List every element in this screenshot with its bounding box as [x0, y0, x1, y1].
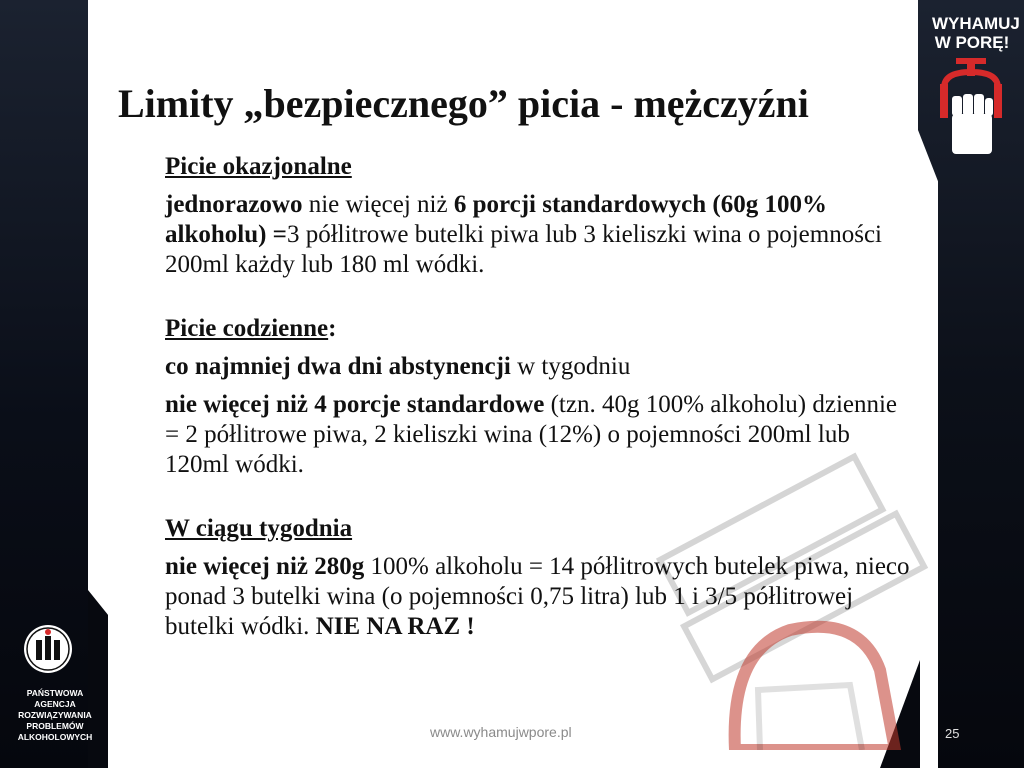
right-band-notch: [880, 660, 920, 768]
daily-line-2-bold: nie więcej niż 4 porcje standardowe: [165, 391, 545, 418]
agency-line: PAŃSTWOWA: [26, 688, 84, 698]
footer-website-url: www.wyhamujwpore.pl: [430, 724, 572, 740]
weekly-bold-2: NIE NA RAZ !: [315, 613, 475, 640]
weekly-bold-1: nie więcej niż 280g: [165, 553, 365, 580]
section-daily-heading: [165, 314, 915, 344]
agency-line: ROZWIĄZYWANIA: [18, 710, 92, 720]
section-weekly-heading: W ciągu tygodnia: [165, 515, 353, 542]
agency-emblem-icon: [22, 618, 74, 680]
weekly-text-1: 100% alkoholu = 14 półlitrowych butelek piwa, nieco ponad 3 butelki wina (o pojemności 0,75 litra) lub 1 i 3/5 półlitrowej butelki wódki.: [165, 553, 910, 640]
section-weekly-body: [165, 552, 915, 642]
occasional-bold-2: 6 porcji standardowych (60g 100% alkoholu) =: [165, 191, 827, 248]
slide-content: [165, 152, 915, 642]
daily-line-1: [165, 352, 915, 382]
section-occasional-body: [165, 190, 915, 280]
right-band-slant: [918, 130, 938, 770]
agency-line: ALKOHOLOWYCH: [17, 732, 93, 742]
daily-heading-text: Picie codzienne: [165, 315, 329, 342]
brand-line-1: WYHAMUJ: [932, 14, 1020, 33]
brake-hand-icon: [930, 10, 1020, 160]
agency-name: [0, 688, 110, 743]
section-occasional-heading: Picie okazjonalne: [165, 153, 352, 180]
agency-line: AGENCJA: [34, 699, 76, 709]
occasional-text-1: nie więcej niż: [302, 191, 454, 218]
daily-line-1-text: w tygodniu: [510, 353, 631, 380]
occasional-text-2: 3 półlitrowe butelki piwa lub 3 kieliszki wina o pojemności 200ml każdy lub 180 ml wódki.: [165, 221, 882, 278]
slide-title: Limity „bezpiecznego” picia - mężczyźni: [118, 81, 809, 126]
daily-line-1-bold: co najmniej dwa dni abstynencji: [165, 353, 511, 380]
occasional-bold-1: jednorazowo: [165, 191, 303, 218]
daily-line-2: [165, 390, 915, 480]
daily-heading-colon: :: [328, 315, 337, 342]
daily-line-2-text: (tzn. 40g 100% alkoholu) dziennie = 2 półlitrowe piwa, 2 kieliszki wina (12%) o pojemności 200ml lub 120ml wódki.: [165, 391, 898, 478]
agency-line: PROBLEMÓW: [26, 721, 84, 731]
brand-line-2: W PORĘ!: [934, 33, 1010, 52]
slide-number: 25: [945, 726, 960, 741]
